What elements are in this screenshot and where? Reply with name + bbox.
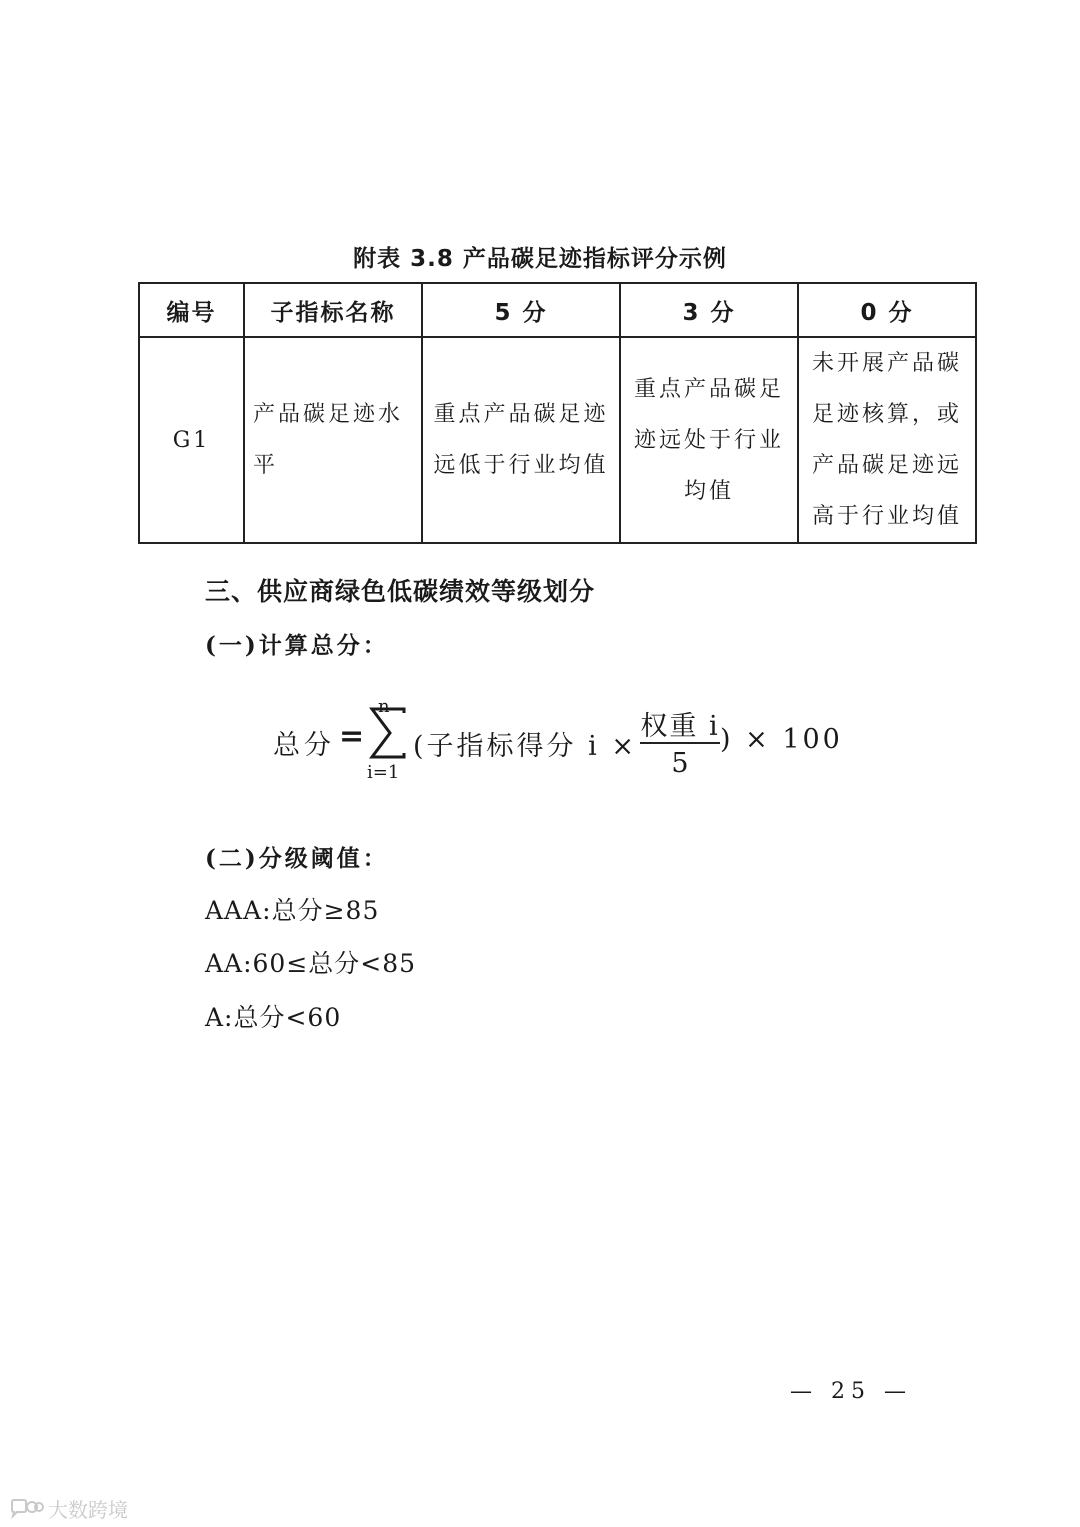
watermark-text: 大数跨境 (48, 1498, 128, 1522)
grade-aa: AA:60≤总分<85 (205, 949, 417, 978)
cell-score-0-line: 足迹核算，或 (811, 402, 962, 427)
sum-lower-limit: i=1 (367, 762, 400, 783)
formula-label: 总分 (273, 730, 335, 761)
header-score-3: 3 分 (620, 283, 798, 337)
cell-score-5-line: 远低于行业均值 (433, 453, 609, 478)
header-score-0: 0 分 (798, 283, 976, 337)
cell-score-3-line: 重点产品碳足 (633, 376, 784, 402)
page-number: — 25 — (790, 1379, 912, 1404)
cell-score-3-line: 迹远处于行业 (633, 427, 784, 453)
cell-score-0-line: 产品碳足迹远 (811, 453, 962, 478)
table-header-row (139, 283, 976, 337)
scoring-table (138, 282, 977, 544)
fraction-denominator: 5 (671, 748, 689, 779)
formula-body: (子指标得分 i × (413, 731, 637, 762)
table-row (139, 337, 976, 543)
sum-upper-limit: n (378, 696, 390, 717)
cell-score-5-line: 重点产品碳足迹 (433, 402, 609, 427)
fraction-line (640, 742, 720, 744)
grade-a: A:总分<60 (205, 1003, 342, 1032)
fraction-numerator: 权重 i (640, 711, 720, 742)
subsection-thresholds: (二)分级阈值： (205, 845, 389, 872)
header-score-5: 5 分 (422, 283, 620, 337)
cell-score-0-line: 未开展产品碳 (811, 351, 962, 376)
watermark (8, 1494, 128, 1523)
cell-name-line: 平 (253, 453, 279, 478)
cell-score-0-line: 高于行业均值 (811, 504, 962, 529)
grade-aaa: AAA:总分≥85 (205, 896, 380, 925)
cell-score-5 (422, 337, 620, 543)
cell-name (244, 337, 422, 543)
speech-bubble-logo-icon (8, 1498, 44, 1520)
formula-equals: = (339, 719, 365, 754)
cell-score-3-line: 均值 (683, 478, 734, 504)
table-caption: 附表 3.8 产品碳足迹指标评分示例 (353, 246, 727, 272)
formula-tail: ) × 100 (720, 724, 843, 755)
cell-name-line: 产品碳足迹水 (253, 402, 404, 427)
header-id: 编号 (139, 283, 244, 337)
cell-score-0 (798, 337, 976, 543)
cell-id: G1 (139, 337, 244, 543)
section-title: 三、供应商绿色低碳绩效等级划分 (205, 577, 596, 606)
subsection-total-score: (一)计算总分： (205, 632, 389, 659)
cell-score-3 (620, 337, 798, 543)
header-name: 子指标名称 (244, 283, 422, 337)
